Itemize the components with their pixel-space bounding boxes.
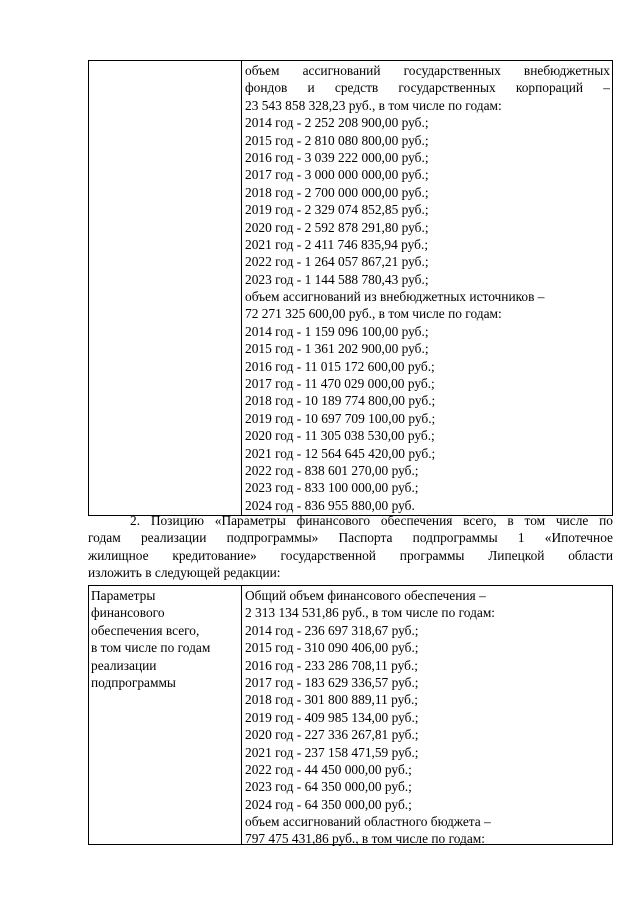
table2-left-line: в том числе по годам — [91, 640, 211, 656]
amendment-paragraph — [88, 512, 613, 582]
table1-line: 2018 год - 10 189 774 800,00 руб.; — [245, 393, 436, 409]
table1-line: 2020 год - 2 592 878 291,80 руб.; — [245, 219, 429, 235]
table1-line: 2014 год - 1 159 096 100,00 руб.; — [245, 323, 429, 339]
table1-right-cell — [243, 61, 612, 515]
table1-line: 2019 год - 2 329 074 852,85 руб.; — [245, 202, 429, 218]
table2-right-line: 2021 год - 237 158 471,59 руб.; — [245, 744, 419, 760]
paragraph-line: жилищное кредитование» государственной программы Липецкой области — [88, 547, 613, 563]
table1-line: 2021 год - 12 564 645 420,00 руб.; — [245, 445, 436, 461]
table2-right-line: 2015 год - 310 090 406,00 руб.; — [245, 640, 419, 656]
table2-right-line: 2023 год - 64 350 000,00 руб.; — [245, 779, 412, 795]
table2-right-line: объем ассигнований областного бюджета – — [245, 814, 491, 830]
financing-parameters-table — [88, 585, 613, 845]
table1-line: 2014 год - 2 252 208 900,00 руб.; — [245, 115, 429, 131]
table1-line: 2017 год - 3 000 000 000,00 руб.; — [245, 167, 429, 183]
table1-line: 2018 год - 2 700 000 000,00 руб.; — [245, 184, 429, 200]
table1-line: 2020 год - 11 305 038 530,00 руб.; — [245, 428, 435, 444]
paragraph-line: годам реализации подпрограммы» Паспорта подпрограммы 1 «Ипотечное — [88, 530, 613, 546]
financing-table-continued — [88, 60, 613, 516]
table2-right-cell — [243, 586, 612, 847]
table1-line: 2015 год - 1 361 202 900,00 руб.; — [245, 341, 429, 357]
table1-line: 2021 год - 2 411 746 835,94 руб.; — [245, 236, 429, 252]
table1-line: объем ассигнований государственных внебюджетных — [245, 63, 610, 78]
table1-line: 2019 год - 10 697 709 100,00 руб.; — [245, 410, 436, 426]
table1-line: 23 543 858 328,23 руб., в том числе по годам: — [245, 97, 502, 113]
table1-line: 2023 год - 833 100 000,00 руб.; — [245, 480, 419, 496]
table2-left-line: Параметры — [91, 588, 156, 603]
table2-right-line: Общий объем финансового обеспечения – — [245, 588, 486, 603]
table2-right-line: 2018 год - 301 800 889,11 руб.; — [245, 692, 419, 708]
table2-left-line: подпрограммы — [91, 674, 176, 690]
table1-line: объем ассигнований из внебюджетных источников – — [245, 289, 545, 305]
table2-right-line: 2020 год - 227 336 267,81 руб.; — [245, 727, 419, 743]
table2-right-line: 2017 год - 183 629 336,57 руб.; — [245, 674, 419, 690]
table2-right-line: 2019 год - 409 985 134,00 руб.; — [245, 709, 419, 725]
table1-line: 2016 год - 11 015 172 600,00 руб.; — [245, 358, 435, 374]
table1-line: 2022 год - 1 264 057 867,21 руб.; — [245, 254, 429, 270]
table2-right-line: 2022 год - 44 450 000,00 руб.; — [245, 761, 412, 777]
table2-right-line: 2 313 134 531,86 руб., в том числе по годам: — [245, 605, 496, 621]
table2-right-line: 2014 год - 236 697 318,67 руб.; — [245, 622, 419, 638]
table1-line: 2015 год - 2 810 080 800,00 руб.; — [245, 132, 429, 148]
paragraph-line: изложить в следующей редакции: — [88, 565, 281, 581]
table2-right-line: 2016 год - 233 286 708,11 руб.; — [245, 657, 419, 673]
table2-left-line: реализации — [91, 657, 157, 673]
table1-line: фондов и средств государственных корпораций – — [245, 80, 610, 96]
table1-left-cell — [89, 61, 242, 515]
table2-left-line: обеспечения всего, — [91, 622, 200, 638]
table2-right-line: 797 475 431,86 руб., в том числе по годам: — [245, 831, 485, 847]
table2-left-line: финансового — [91, 605, 165, 621]
paragraph-line: 2. Позицию «Параметры финансового обеспечения всего, в том числе по — [130, 513, 613, 528]
table2-left-cell — [89, 586, 242, 844]
table1-line: 2024 год - 836 955 880,00 руб. — [245, 497, 415, 513]
table1-line: 2022 год - 838 601 270,00 руб.; — [245, 462, 419, 478]
table1-line: 72 271 325 600,00 руб., в том числе по годам: — [245, 306, 502, 322]
table1-line: 2016 год - 3 039 222 000,00 руб.; — [245, 149, 429, 165]
table2-right-line: 2024 год - 64 350 000,00 руб.; — [245, 796, 412, 812]
table1-line: 2017 год - 11 470 029 000,00 руб.; — [245, 376, 435, 392]
table1-line: 2023 год - 1 144 588 780,43 руб.; — [245, 271, 429, 287]
